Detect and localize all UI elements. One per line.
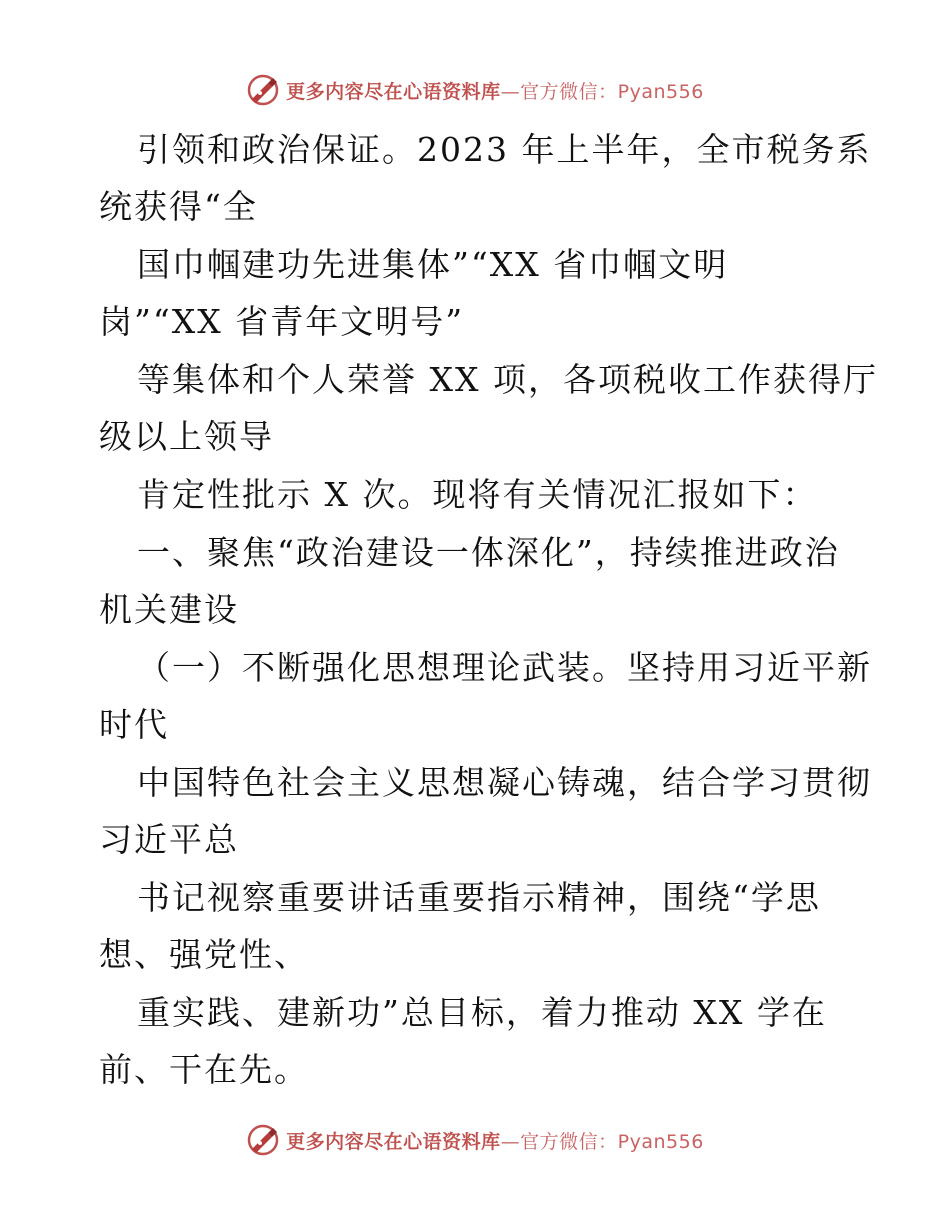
body-line: （一）不断强化思想理论武装。坚持用习近平新 bbox=[137, 648, 872, 687]
body-line: 国巾帼建功先进集体”“XX 省巾帼文明 bbox=[137, 245, 729, 284]
pen-nib-circle-icon bbox=[246, 1123, 280, 1157]
header-banner bbox=[0, 72, 950, 108]
body-line: 书记视察重要讲话重要指示精神，围绕“学思 bbox=[137, 878, 821, 917]
body-line: 重实践、建新功”总目标，着力推动 XX 学在 bbox=[137, 993, 827, 1032]
footer-banner bbox=[0, 1122, 950, 1158]
body-line: 时代 bbox=[99, 705, 169, 744]
header-contact-text: 官方微信：Pyan556 bbox=[520, 80, 704, 103]
body-line: 统获得“全 bbox=[99, 187, 258, 226]
header-banner-text bbox=[286, 77, 704, 104]
body-line: 岗”“XX 省青年文明号” bbox=[99, 302, 465, 341]
header-separator: — bbox=[500, 80, 521, 103]
body-line: 等集体和个人荣誉 XX 项，各项税收工作获得厅 bbox=[137, 360, 878, 399]
body-line: 肯定性批示 X 次。现将有关情况汇报如下： bbox=[137, 475, 818, 514]
footer-separator: — bbox=[500, 1130, 521, 1153]
footer-contact-text: 官方微信：Pyan556 bbox=[520, 1130, 704, 1153]
header-brand-text: 更多内容尽在心语资料库 bbox=[286, 80, 501, 103]
body-line: 前、干在先。 bbox=[99, 1050, 309, 1089]
body-line: 机关建设 bbox=[99, 590, 239, 629]
footer-banner-text bbox=[286, 1127, 704, 1154]
body-line: 中国特色社会主义思想凝心铸魂，结合学习贯彻 bbox=[137, 763, 872, 802]
pen-nib-circle-icon bbox=[246, 73, 280, 107]
body-line: 一、聚焦“政治建设一体深化”，持续推进政治 bbox=[137, 533, 840, 572]
body-line: 引领和政治保证。2023 年上半年，全市税务系 bbox=[137, 130, 872, 169]
body-line: 想、强党性、 bbox=[99, 935, 309, 974]
footer-brand-text: 更多内容尽在心语资料库 bbox=[286, 1130, 501, 1153]
body-line: 级以上领导 bbox=[99, 417, 274, 456]
body-line: 习近平总 bbox=[99, 820, 239, 859]
